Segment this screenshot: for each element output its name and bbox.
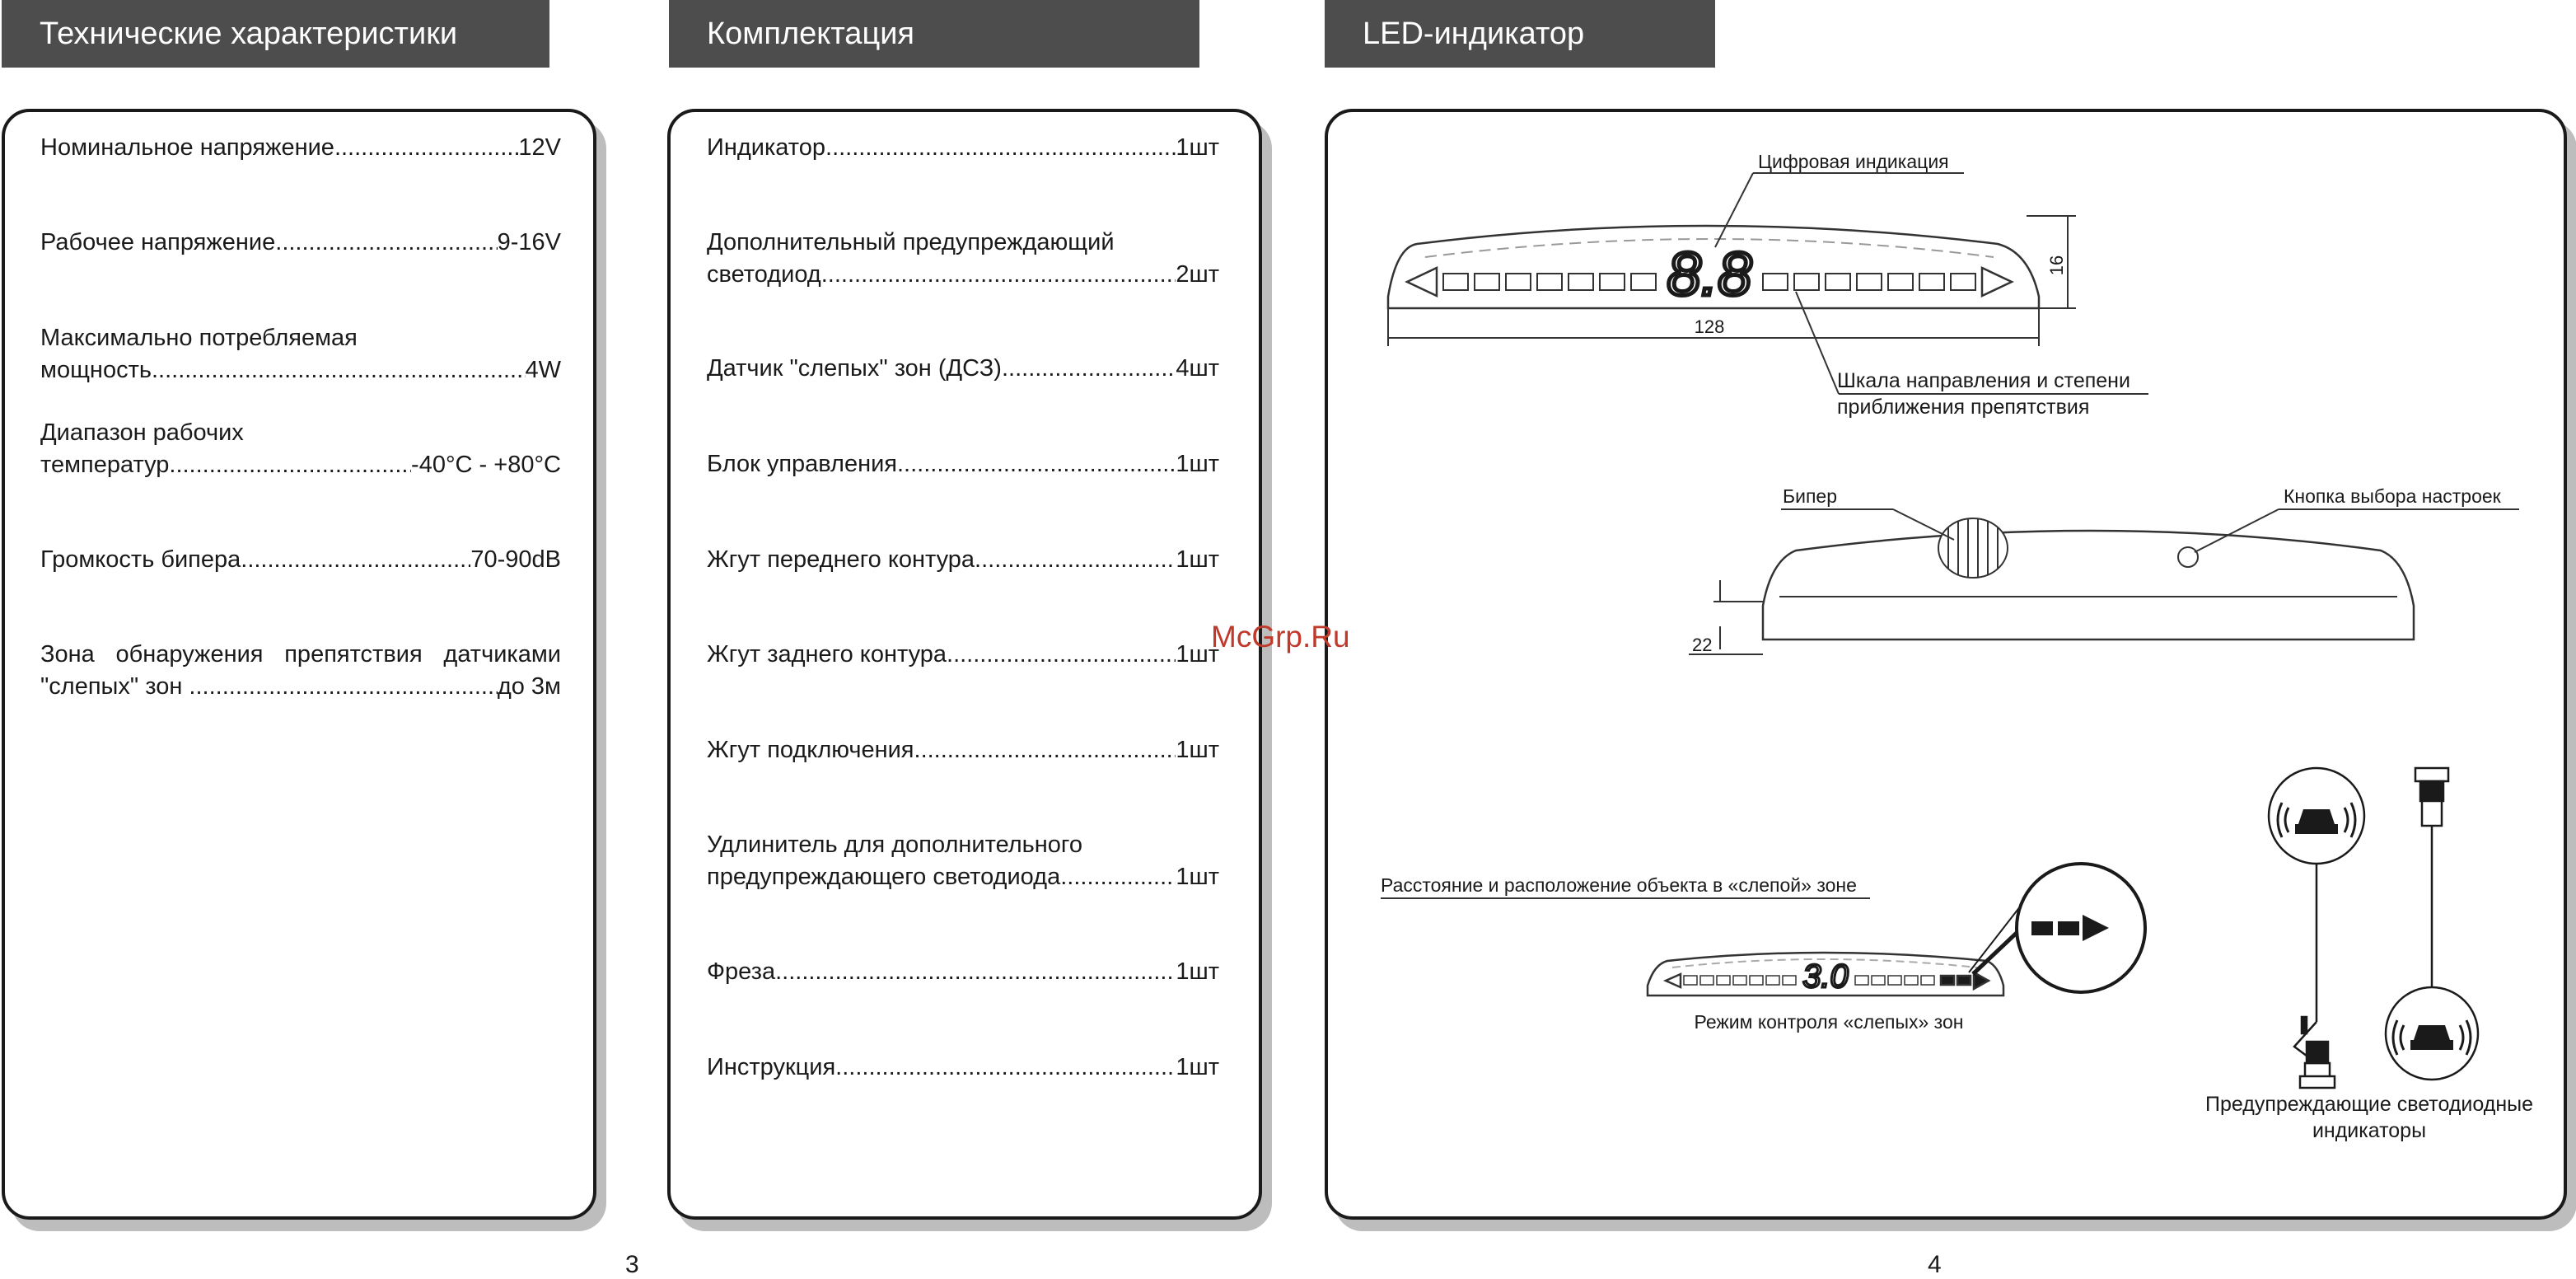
kit-label-line1: Дополнительный предупреждающий <box>707 229 1115 255</box>
spec-label: температур <box>40 452 170 478</box>
dim-width-value: 128 <box>1694 316 1725 337</box>
watermark: McGrp.Ru <box>1211 620 1350 654</box>
kit-value: 1шт <box>1176 958 1219 985</box>
spec-value: до 3м <box>497 673 561 700</box>
page-number-right: 4 <box>1928 1251 1942 1278</box>
page-number-left: 3 <box>625 1251 639 1278</box>
spec-value: -40°C - +80°C <box>411 452 561 478</box>
spec-value: 9-16V <box>497 229 561 255</box>
beeper-label: Бипер <box>1783 485 1837 507</box>
beeper-grille <box>1938 518 2008 578</box>
kit-label: Фреза <box>707 958 776 985</box>
kit-label: Датчик "слепых" зон (ДСЗ) <box>707 355 1002 382</box>
led-header: LED-индикатор <box>1325 0 1715 68</box>
spec-label: Громкость бипера <box>40 546 241 573</box>
digital-indication-label: Цифровая индикация <box>1758 151 1949 172</box>
spec-label: Рабочее напряжение <box>40 229 276 255</box>
spec-label-line1: Диапазон рабочих <box>40 419 244 446</box>
display-digits: 8.8 <box>1667 240 1752 308</box>
kit-value: 4шт <box>1176 355 1219 382</box>
dim-depth-value: 22 <box>1692 635 1713 655</box>
tech-specs-header: Технические характеристики <box>2 0 549 68</box>
dim-height-value: 16 <box>2046 255 2067 276</box>
kit-value: 1шт <box>1176 641 1219 668</box>
settings-button <box>2178 547 2198 567</box>
mode-label: Режим контроля «слепых» зон <box>1694 1011 1964 1033</box>
kit-value: 1шт <box>1176 737 1219 763</box>
kit-value: 1шт <box>1176 451 1219 477</box>
kit-value: 2шт <box>1176 261 1219 288</box>
kit-value: 1шт <box>1176 546 1219 573</box>
spec-label: мощность <box>40 357 152 383</box>
settings-button-label: Кнопка выбора настроек <box>2284 485 2501 507</box>
kit-label: светодиод <box>707 261 821 288</box>
distance-label: Расстояние и расположение объекта в «слепой» зоне <box>1381 874 1857 896</box>
warning-leds-label-line1: Предупреждающие светодиодные <box>2205 1093 2533 1116</box>
kit-value: 1шт <box>1176 1054 1219 1080</box>
scale-label-line1: Шкала направления и степени <box>1837 369 2130 392</box>
kit-value: 1шт <box>1176 864 1219 890</box>
spec-value: 12V <box>518 134 561 161</box>
spec-value: 4W <box>525 357 561 383</box>
spec-label-line1: Зона обнаружения препятствия датчиками <box>40 641 561 668</box>
spec-label: Номинальное напряжение <box>40 134 334 161</box>
back-view <box>1763 531 2414 640</box>
spec-label: "слепых" зон <box>40 673 189 700</box>
kit-label: предупреждающего светодиода <box>707 864 1061 890</box>
kit-label: Блок управления <box>707 451 897 477</box>
kit-label: Инструкция <box>707 1054 836 1080</box>
spec-value: 70-90dB <box>470 546 561 573</box>
kit-label: Индикатор <box>707 134 826 161</box>
warning-leds-label-line2: индикаторы <box>2312 1119 2427 1142</box>
kit-value: 1шт <box>1176 134 1219 161</box>
distance-value: 3.0 <box>1802 958 1849 995</box>
kit-label: Жгут подключения <box>707 737 914 763</box>
scale-label-line2: приближения препятствия <box>1837 396 2090 419</box>
kit-label-line1: Удлинитель для дополнительного <box>707 832 1082 858</box>
kit-label: Жгут заднего контура <box>707 641 947 668</box>
spec-label-line1: Максимально потребляемая <box>40 325 358 351</box>
kit-header: Комплектация <box>669 0 1199 68</box>
kit-label: Жгут переднего контура <box>707 546 975 573</box>
